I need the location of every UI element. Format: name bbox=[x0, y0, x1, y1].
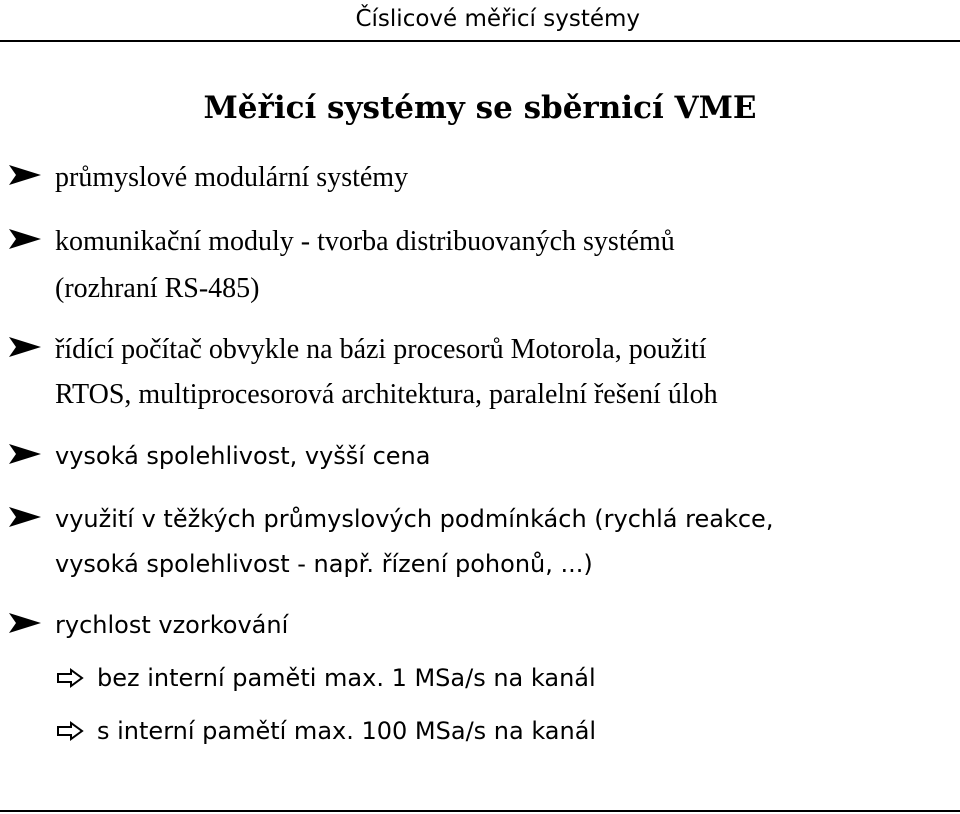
sub-bullet-item bbox=[0, 713, 960, 749]
bullet-text: vysoká spolehlivost - např. řízení pohonů, ...) bbox=[55, 550, 593, 578]
hollow-arrow-icon bbox=[55, 668, 85, 688]
hollow-arrow-icon bbox=[55, 721, 85, 741]
bullet-text: využití v těžkých průmyslových podmínkách (rychlá reakce, bbox=[55, 505, 774, 533]
sub-bullet-text: bez interní paměti max. 1 MSa/s na kanál bbox=[97, 664, 596, 692]
bullet-text: průmyslové modulární systémy bbox=[55, 162, 409, 193]
header-title: Číslicové měřicí systémy bbox=[355, 6, 640, 32]
arrow-bullet-icon bbox=[8, 336, 42, 358]
footer-divider bbox=[0, 810, 960, 812]
slide-title: Měřicí systémy se sběrnicí VME bbox=[203, 90, 757, 126]
sub-bullet-text: s interní pamětí max. 100 MSa/s na kanál bbox=[97, 717, 597, 745]
arrow-bullet-icon bbox=[8, 228, 42, 250]
arrow-bullet-icon bbox=[8, 443, 42, 465]
bullet-text: řídící počítač obvykle na bázi procesorů Motorola, použití bbox=[55, 334, 707, 365]
arrow-bullet-icon bbox=[8, 506, 42, 528]
bullet-text: rychlost vzorkování bbox=[55, 611, 289, 639]
bullet-item bbox=[0, 326, 960, 420]
bullet-text: (rozhraní RS-485) bbox=[55, 273, 260, 304]
sub-bullet-item bbox=[0, 660, 960, 696]
bullet-text: komunikační moduly - tvorba distribuovaných systémů bbox=[55, 226, 675, 257]
bullet-item bbox=[0, 602, 960, 649]
bullet-item bbox=[0, 154, 960, 201]
arrow-bullet-icon bbox=[8, 164, 42, 186]
header-divider bbox=[0, 40, 960, 42]
bullet-item bbox=[0, 433, 960, 480]
bullet-item bbox=[0, 218, 960, 312]
bullet-item bbox=[0, 496, 960, 590]
bullet-text: RTOS, multiprocesorová architektura, paralelní řešení úloh bbox=[55, 379, 718, 410]
arrow-bullet-icon bbox=[8, 612, 42, 634]
bullet-text: vysoká spolehlivost, vyšší cena bbox=[55, 442, 431, 470]
